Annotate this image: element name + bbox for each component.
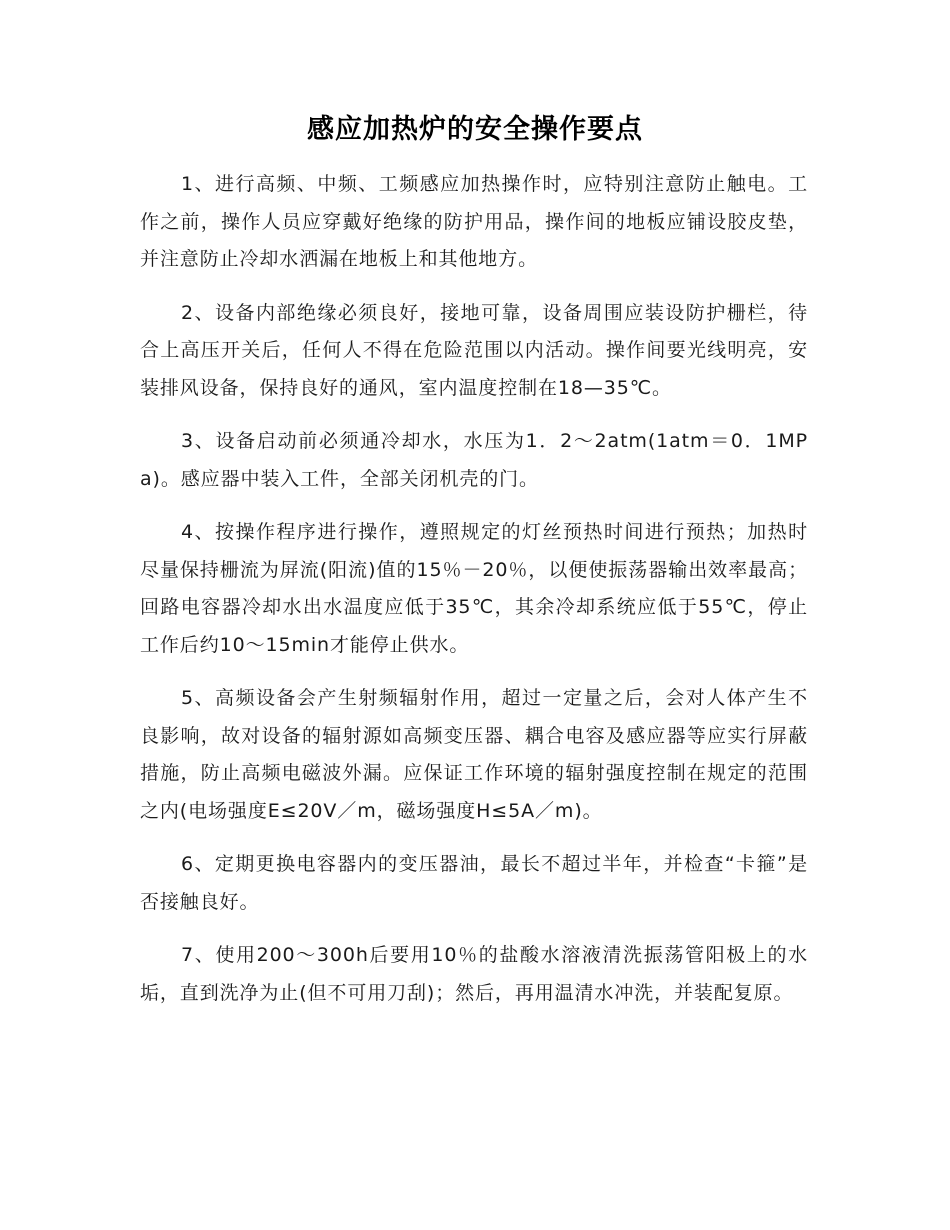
paragraph-5: 5、高频设备会产生射频辐射作用，超过一定量之后，会对人体产生不良影响，故对设备的辐射源如高频变压器、耦合电容及感应器等应实行屏蔽措施，防止高频电磁波外漏。应保证工作环境的辐射强度控制在规定的范围之内(电场强度E≤20V／m，磁场强度H≤5A／m)。 — [140, 687, 808, 822]
document-body — [140, 166, 808, 1028]
paragraph-7: 7、使用200～300h后要用10％的盐酸水溶液清洗振荡管阳极上的水垢，直到洗净为止(但不可用刀刮)；然后，再用温清水冲洗，并装配复原。 — [140, 944, 808, 1004]
paragraph-1: 1、进行高频、中频、工频感应加热操作时，应特别注意防止触电。工作之前，操作人员应穿戴好绝缘的防护用品，操作间的地板应铺设胶皮垫，并注意防止冷却水洒漏在地板上和其他地方。 — [140, 173, 808, 270]
paragraph-3: 3、设备启动前必须通冷却水，水压为1．2～2atm(1atm＝0．1MPa)。感应器中装入工件，全部关闭机壳的门。 — [140, 430, 808, 490]
paragraph-2: 2、设备内部绝缘必须良好，接地可靠，设备周围应装设防护栅栏，待合上高压开关后，任何人不得在危险范围以内活动。操作间要光线明亮，安装排风设备，保持良好的通风，室内温度控制在18—35℃。 — [140, 301, 808, 399]
paragraph-4: 4、按操作程序进行操作，遵照规定的灯丝预热时间进行预热；加热时尽量保持栅流为屏流(阳流)值的15％－20％，以便使振荡器输出效率最高；回路电容器冷却水出水温度应低于35℃，其余冷却系统应低于55℃，停止工作后约10～15min才能停止供水。 — [140, 521, 808, 656]
document-title: 感应加热炉的安全操作要点 — [307, 114, 643, 145]
paragraph-6: 6、定期更换电容器内的变压器油，最长不超过半年，并检查“卡箍”是否接触良好。 — [140, 853, 808, 913]
